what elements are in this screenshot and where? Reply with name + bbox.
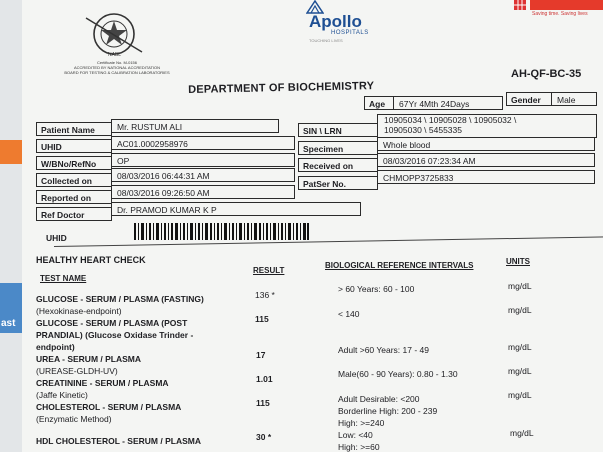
test-result: 17 [256,350,266,360]
test-reference: Borderline High: 200 - 239 [338,406,438,416]
test-unit: mg/dL [508,281,532,291]
test-result: 1.01 [256,374,273,384]
uhid-value: AC01.0002958976 [111,136,295,150]
barcode-icon [134,223,309,240]
test-name: GLUCOSE - SERUM / PLASMA (POST [36,318,188,328]
test-unit: mg/dL [510,428,534,438]
brand-tagline: TOUCHING LIVES [309,38,343,43]
grid-icon [514,0,526,10]
uhid-label: UHID [36,139,112,153]
seal-ring-text: NABL [108,52,122,58]
gender-label: Gender [506,92,552,106]
test-name: CREATININE - SERUM / PLASMA [36,378,169,388]
test-reference: Adult >60 Years: 17 - 49 [338,345,429,355]
wbno-label: W/BNo/RefNo [36,156,112,170]
test-name: UREA - SERUM / PLASMA [36,354,141,364]
age-label: Age [364,96,394,110]
ref-doctor-label: Ref Doctor [36,207,112,221]
test-result: 30 * [256,432,272,442]
test-name: HDL CHOLESTEROL - SERUM / PLASMA [36,436,201,446]
test-reference: < 140 [338,309,360,319]
specimen-label: Specimen [298,141,378,155]
emergency-badge [530,0,603,10]
test-unit: mg/dL [508,390,532,400]
certificate-line: Certificate No. M-0156 [96,60,137,65]
reported-value: 08/03/2016 09:26:50 AM [111,185,295,199]
test-reference: High: >=60 [338,442,380,452]
test-result: 136 * [255,290,275,300]
col-units-header: UNITS [506,257,530,266]
report-sheet [22,0,603,452]
test-unit: mg/dL [508,366,532,376]
patient-name-value: Mr. RUSTUM ALI [111,119,279,133]
received-label: Received on [298,158,378,172]
certificate-line: ACCREDITED BY NATIONAL ACCREDITATION [73,65,160,70]
test-unit: mg/dL [508,305,532,315]
test-reference: High: >=240 [338,418,385,428]
test-unit: mg/dL [508,342,532,352]
wbno-value: OP [111,153,295,167]
department-title: DEPARTMENT OF BIOCHEMISTRY [188,80,375,96]
test-reference: > 60 Years: 60 - 100 [338,284,415,294]
test-result: 115 [255,314,269,324]
test-name: GLUCOSE - SERUM / PLASMA (FASTING) [36,294,204,304]
received-value: 08/03/2016 07:23:34 AM [377,153,595,167]
test-method: (UREASE-GLDH-UV) [36,366,118,376]
gender-value: Male [551,92,597,106]
test-name: CHOLESTEROL - SERUM / PLASMA [36,402,182,412]
patient-name-label: Patient Name [36,122,112,136]
certificate-line: BOARD FOR TESTING & CALIBRATION LABORATORIES [64,70,170,75]
test-method: (Enzymatic Method) [36,414,112,424]
test-method: (Jaffe Kinetic) [36,390,88,400]
sin-label: SIN \ LRN [298,123,378,137]
nabl-seal-icon [84,8,146,60]
test-reference: Male(60 - 90 Years): 0.80 - 1.30 [338,369,458,379]
badge-tagline: Saving time. Saving lives [532,11,588,17]
test-reference: Low: <40 [338,430,373,440]
collected-label: Collected on [36,173,112,187]
brand-subtitle: HOSPITALS [331,30,369,36]
ref-doctor-value: Dr. PRAMOD KUMAR K P [111,202,361,216]
col-result-header: RESULT [253,266,285,275]
document-code: AH-QF-BC-35 [511,68,582,80]
barcode-label: UHID [46,233,67,243]
collected-value: 08/03/2016 06:44:31 AM [111,168,295,182]
test-result: 115 [256,398,270,408]
age-value: 67Yr 4Mth 24Days [393,96,503,110]
col-test-header: TEST NAME [40,274,87,283]
reported-label: Reported on [36,190,112,204]
specimen-value: Whole blood [377,137,595,151]
patser-label: PatSer No. [298,176,378,190]
sin-value-line: 10905030 \ 5455335 [384,125,462,135]
sin-value-line: 10905034 \ 10905028 \ 10905032 \ [384,115,517,125]
test-reference: Adult Desirable: <200 [338,394,420,404]
test-name: endpoint) [36,342,75,352]
col-ref-header: BIOLOGICAL REFERENCE INTERVALS [325,261,474,270]
section-title: HEALTHY HEART CHECK [36,255,146,265]
certificate-text [62,60,172,75]
patser-value: CHMOPP3725833 [377,170,595,184]
brand-name: Apollo [309,12,362,31]
sin-value-box [377,114,597,138]
test-method: (Hexokinase-endpoint) [36,306,122,316]
test-name: PRANDIAL) (Glucose Oxidase Trinder - [36,330,194,340]
side-tab-text: ast [1,318,16,329]
